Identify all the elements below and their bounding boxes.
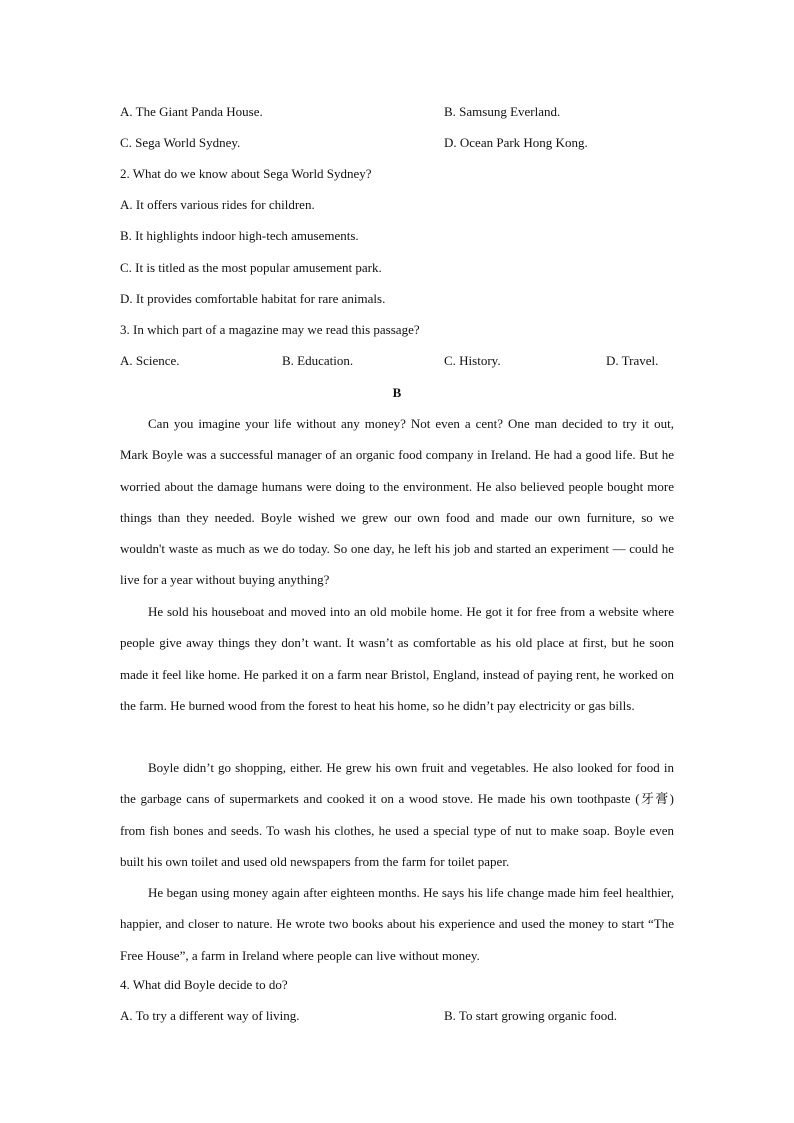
- q3-option-d: D. Travel.: [606, 353, 659, 368]
- q2-option-c: C. It is titled as the most popular amusement park.: [120, 260, 382, 275]
- q2-option-a: A. It offers various rides for children.: [120, 197, 315, 212]
- q1-option-d: D. Ocean Park Hong Kong.: [444, 135, 588, 150]
- q2-stem: 2. What do we know about Sega World Sydney?: [120, 166, 372, 181]
- q1-option-a: A. The Giant Panda House.: [120, 104, 263, 119]
- q1-option-c: C. Sega World Sydney.: [120, 135, 241, 150]
- q3-option-c: C. History.: [444, 353, 501, 368]
- q1-option-b: B. Samsung Everland.: [444, 104, 561, 119]
- passage-paragraph-3: Boyle didn’t go shopping, either. He grew his own fruit and vegetables. He also looked for food in the garbage cans of supermarkets and cooked it on a wood stove. He made his own toothpaste (牙膏) from fish bones and seeds. To wash his clothes, he used a special type of nut to make soap. Boyle even built his own toilet and used old newspapers from the farm for toilet paper.: [120, 760, 674, 869]
- passage-paragraph-4: He began using money again after eighteen months. He says his life change made him feel healthier, happier, and closer to nature. He wrote two books about his experience and used the money to start “The Free House”, a farm in Ireland where people can live without money.: [120, 885, 674, 963]
- section-heading: B: [392, 385, 402, 400]
- passage-paragraph-2: He sold his houseboat and moved into an old mobile home. He got it for free from a website where people give away things they don’t want. It wasn’t as comfortable as his old place at first, but he soon made it feel like home. He parked it on a farm near Bristol, England, instead of paying rent, he worked on the farm. He burned wood from the forest to heat his home, so he didn’t pay electricity or gas bills.: [120, 604, 674, 713]
- q3-option-a: A. Science.: [120, 353, 180, 368]
- q2-option-b: B. It highlights indoor high-tech amusements.: [120, 228, 359, 243]
- q4-option-b: B. To start growing organic food.: [444, 1008, 618, 1023]
- q4-stem: 4. What did Boyle decide to do?: [120, 977, 288, 992]
- q3-option-b: B. Education.: [282, 353, 354, 368]
- q2-option-d: D. It provides comfortable habitat for rare animals.: [120, 291, 386, 306]
- q4-option-a: A. To try a different way of living.: [120, 1008, 300, 1023]
- q3-stem: 3. In which part of a magazine may we read this passage?: [120, 322, 420, 337]
- passage-paragraph-1: Can you imagine your life without any money? Not even a cent? One man decided to try it out, Mark Boyle was a successful manager of an organic food company in Ireland. He had a good life. But he worried about the damage humans were doing to the environment. He also believed people bought more things than they needed. Boyle wished we grew our own food and made our own furniture, so we wouldn't waste as much as we do today. So one day, he left his job and started an experiment — could he live for a year without buying anything?: [120, 416, 674, 588]
